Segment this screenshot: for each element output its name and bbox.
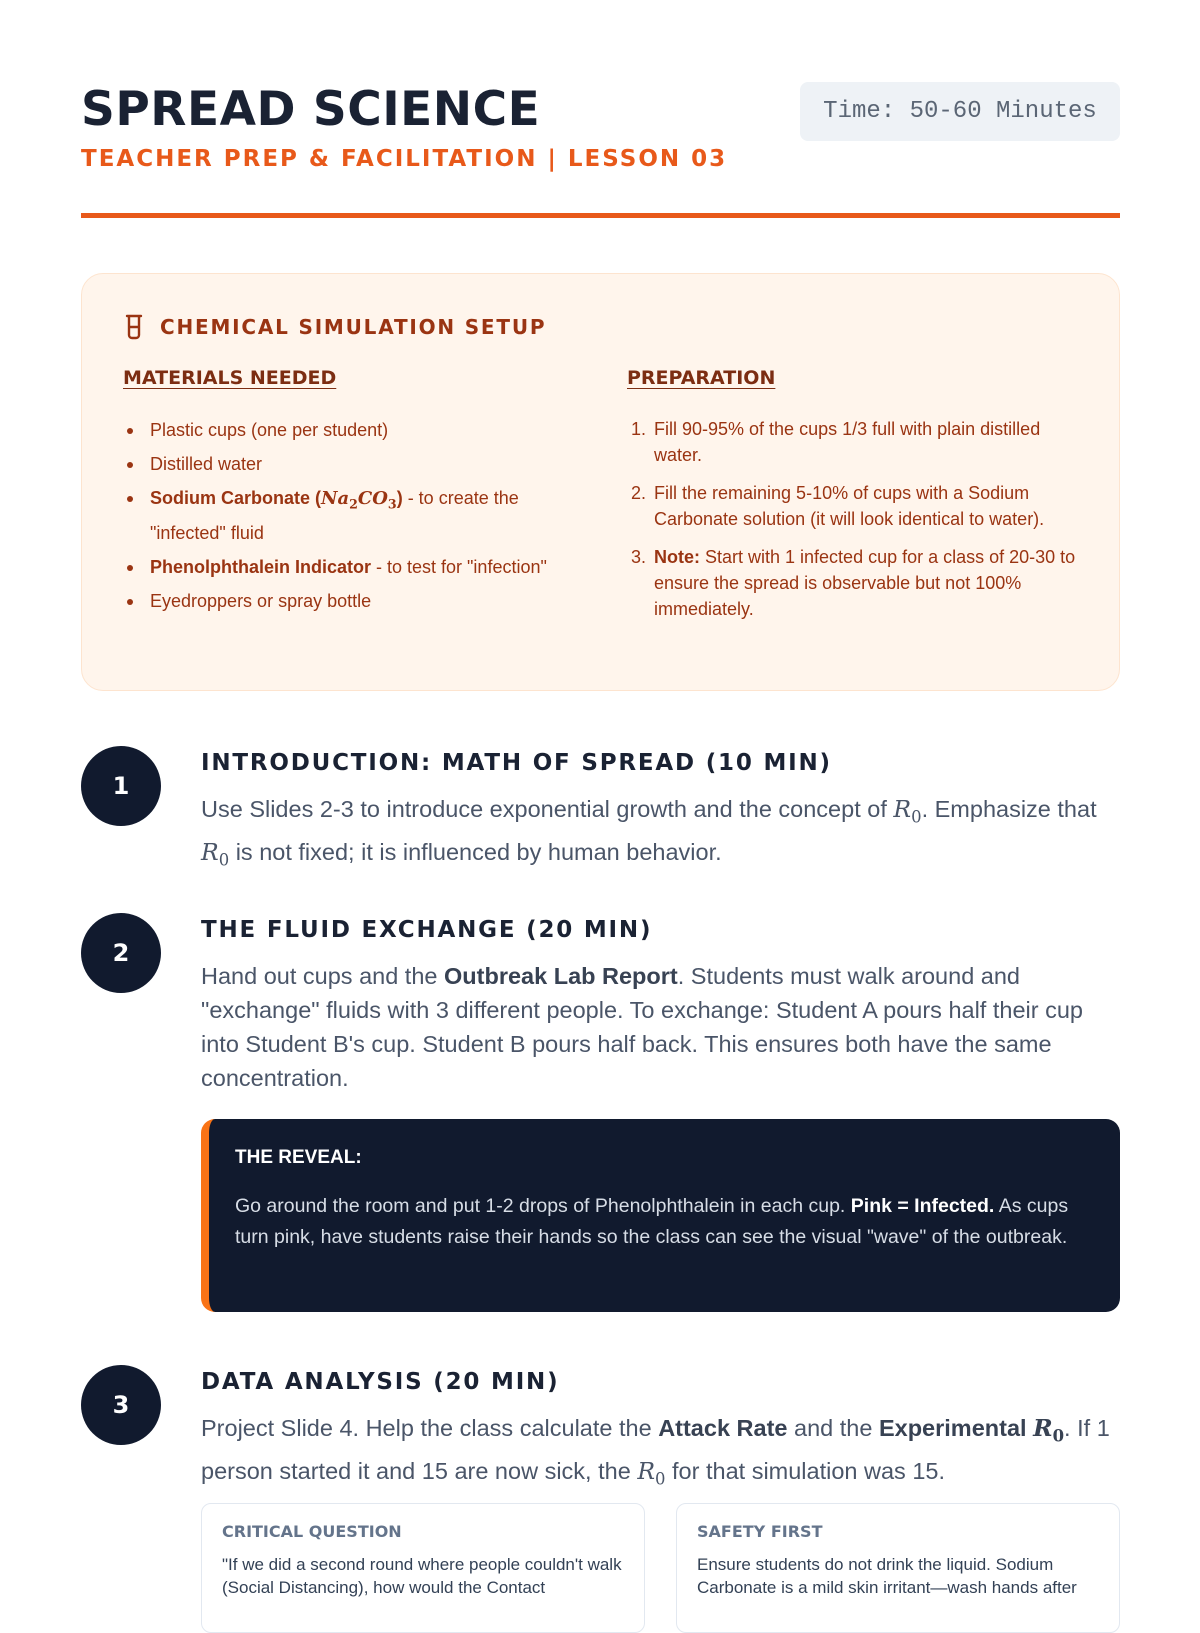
step-text-part: Project Slide 4. Help the class calculate the bbox=[201, 1415, 659, 1441]
step-number: 1. bbox=[631, 419, 647, 439]
material-name bbox=[150, 488, 403, 512]
report-name: Outbreak Lab Report bbox=[444, 963, 678, 989]
prep-text: Fill the remaining 5-10% of cups with a Sodium Carbonate solution (it will look identical to water). bbox=[654, 483, 1045, 529]
reveal-highlight: Pink = Infected. bbox=[850, 1195, 995, 1217]
prep-text: Fill 90-95% of the cups 1/3 full with plain distilled water. bbox=[654, 419, 1041, 465]
step-text-part: is not fixed; it is influenced by human behavior. bbox=[229, 838, 722, 865]
prep-text: Start with 1 infected cup for a class of 20-30 to ensure the spread is observable but not 100% immediately. bbox=[654, 547, 1076, 619]
step-3-text bbox=[201, 1411, 1120, 1496]
step-text-part: Use Slides 2-3 to introduce exponential growth and the concept of bbox=[201, 796, 894, 822]
header-divider bbox=[81, 213, 1120, 218]
list-item bbox=[123, 484, 563, 547]
r-letter: R bbox=[201, 837, 219, 866]
page-header bbox=[81, 82, 1120, 222]
r0-symbol bbox=[1033, 1414, 1065, 1446]
material-name: Phenolphthalein Indicator bbox=[150, 556, 372, 577]
step-1-title: INTRODUCTION: MATH OF SPREAD (10 MIN) bbox=[201, 750, 832, 776]
reveal-text bbox=[235, 1191, 1094, 1253]
page-title: SPREAD SCIENCE bbox=[81, 82, 541, 137]
r-sub: 0 bbox=[218, 850, 230, 870]
step-text-part: for that simulation was 15. bbox=[665, 1457, 946, 1484]
list-item bbox=[627, 416, 1087, 468]
step-2-number-badge: 2 bbox=[81, 913, 161, 993]
reveal-title: THE REVEAL: bbox=[235, 1147, 362, 1168]
r0-symbol bbox=[893, 795, 922, 827]
safety-card bbox=[676, 1503, 1120, 1633]
experimental-r0-term bbox=[878, 1414, 1065, 1446]
r-sub: 0 bbox=[911, 807, 922, 827]
r-sub: 0 bbox=[655, 1469, 666, 1489]
materials-list bbox=[123, 416, 563, 615]
critical-question-card bbox=[201, 1503, 645, 1633]
r-sub: 0 bbox=[1052, 1426, 1065, 1446]
list-item bbox=[123, 450, 563, 478]
step-number: 3. bbox=[631, 547, 647, 567]
time-badge: Time: 50-60 Minutes bbox=[800, 82, 1120, 141]
materials-heading: MATERIALS NEEDED bbox=[123, 367, 337, 389]
materials-column bbox=[123, 366, 563, 621]
prep-note-label: Note: bbox=[654, 547, 700, 567]
experimental-label: Experimental bbox=[878, 1415, 1027, 1441]
formula-part: Na bbox=[321, 488, 350, 509]
preparation-list bbox=[627, 416, 1087, 622]
step-2-body bbox=[201, 913, 1120, 1095]
material-name-close: ) bbox=[396, 488, 403, 508]
material-name-text: Sodium Carbonate ( bbox=[150, 488, 322, 508]
preparation-heading: PREPARATION bbox=[627, 367, 776, 389]
formula bbox=[321, 488, 397, 512]
step-text-part: . Emphasize that bbox=[921, 796, 1097, 822]
r-letter: R bbox=[893, 795, 912, 823]
step-number: 2. bbox=[631, 483, 647, 503]
step-1-text bbox=[201, 792, 1120, 877]
formula-sub: 2 bbox=[349, 496, 358, 512]
safety-text: Ensure students do not drink the liquid. Sodium Carbonate is a mild skin irritant—wash hands after bbox=[697, 1555, 1077, 1597]
material-text: Plastic cups (one per student) bbox=[150, 420, 389, 440]
r-letter: R bbox=[637, 1456, 656, 1485]
step-text-part: . If 1 person started it and 15 are now sick, the bbox=[201, 1415, 1110, 1484]
step-3-title: DATA ANALYSIS (20 MIN) bbox=[201, 1369, 560, 1395]
step-1-number-badge: 1 bbox=[81, 746, 161, 826]
step-3-number-badge: 3 bbox=[81, 1365, 161, 1445]
material-text: - to test for "infection" bbox=[371, 556, 547, 577]
step-1-body bbox=[201, 746, 1120, 877]
critical-question-text: "If we did a second round where people couldn't walk (Social Distancing), how would the Contact bbox=[222, 1555, 622, 1597]
formula-sub: 3 bbox=[387, 496, 397, 512]
list-item bbox=[627, 544, 1087, 622]
setup-heading-label: CHEMICAL SIMULATION SETUP bbox=[160, 315, 547, 339]
formula-part: CO bbox=[357, 488, 388, 509]
step-text-part: Hand out cups and the bbox=[201, 963, 445, 989]
list-item bbox=[627, 480, 1087, 532]
setup-heading bbox=[124, 314, 546, 340]
safety-title: SAFETY FIRST bbox=[697, 1522, 823, 1541]
material-text: Eyedroppers or spray bottle bbox=[150, 590, 372, 611]
page-subtitle: TEACHER PREP & FACILITATION | LESSON 03 bbox=[81, 146, 728, 172]
material-text: - to create the "infected" fluid bbox=[150, 488, 519, 543]
reveal-text-part: As cups turn pink, have students raise their hands so the class can see the visual "wave" of the outbreak. bbox=[235, 1195, 1069, 1248]
reveal-text-part: Go around the room and put 1-2 drops of Phenolphthalein in each cup. bbox=[235, 1195, 851, 1217]
step-2-text bbox=[201, 959, 1120, 1095]
list-item bbox=[123, 416, 563, 444]
step-text-part: and the bbox=[787, 1415, 879, 1441]
preparation-column bbox=[627, 366, 1087, 634]
material-text: Distilled water bbox=[150, 454, 263, 474]
list-item bbox=[123, 553, 563, 581]
list-item bbox=[123, 587, 563, 615]
r0-symbol bbox=[637, 1456, 666, 1489]
beaker-icon bbox=[124, 314, 144, 340]
attack-rate-term: Attack Rate bbox=[658, 1415, 788, 1441]
critical-question-title: CRITICAL QUESTION bbox=[222, 1522, 402, 1541]
step-3-body bbox=[201, 1365, 1120, 1496]
reveal-callout bbox=[201, 1119, 1120, 1312]
r-letter: R bbox=[1033, 1414, 1053, 1442]
step-2-title: THE FLUID EXCHANGE (20 MIN) bbox=[201, 917, 653, 943]
r0-symbol bbox=[201, 837, 230, 870]
step-text-part: . Students must walk around and "exchange" fluids with 3 different people. To exchange: Student A pours half their cup into Student B's cup. Student B pours half back. This ensures both have the same concentration. bbox=[201, 963, 1083, 1091]
setup-card bbox=[81, 273, 1120, 691]
